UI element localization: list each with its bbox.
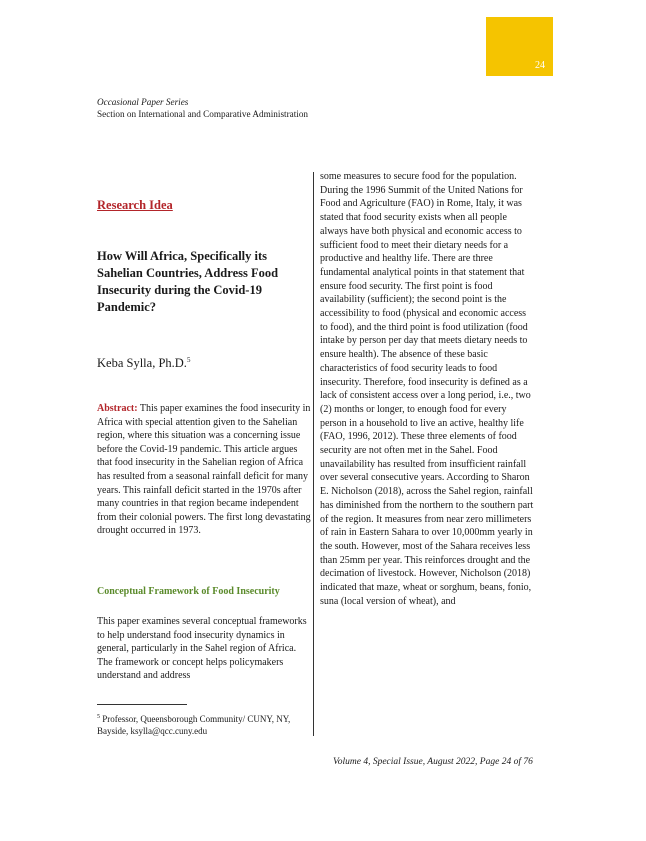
- section-body: This paper examines several conceptual frameworks to help understand food insecurity dynamics in general, particularly in the Sahel region of Africa. The framework or concept helps policymakers understand and address: [97, 616, 307, 682]
- footnote-mark: 5: [97, 714, 100, 720]
- article-title: How Will Africa, Specifically its Sahelian Countries, Address Food Insecurity during the Covid-19 Pandemic?: [97, 249, 279, 314]
- series-name: Occasional Paper Series: [97, 97, 189, 107]
- abstract-text: This paper examines the food insecurity in Africa with special attention given to the Sahelian region, where this situation was a concerning issue before the Covid-19 pandemic. This article argues that food insecurity in the Sahelian region of Africa has resulted from a seasonal rainfall deficit for many years. This rainfall deficit started in the 1970s after many countries in that region became independent from their colonial powers. The first long devastating drought occurred in 1973.: [97, 403, 311, 537]
- right-column: [320, 170, 535, 609]
- section-heading: Conceptual Framework of Food Insecurity: [97, 586, 280, 597]
- abstract: [97, 402, 312, 538]
- page-number: 24: [535, 60, 545, 71]
- footnote-rule: [97, 704, 187, 705]
- research-label: Research Idea: [97, 198, 173, 212]
- author-name: Keba Sylla, Ph.D.: [97, 356, 187, 371]
- footnote: [97, 711, 302, 737]
- paragraph: During the 1996 Summit of the United Nations for Food and Agriculture (FAO) in Rome, Italy, it was stated that food security exists when all people always have both physical and economic access to sufficient food to meet their dietary needs for a productive and healthy life. There are three fundamental analytical points in that statement that ensure food security. The first point is food availability (sufficient); the second point is the accessibility to food (physical and economic access to food), and the third point is food utilization (food intake by person per day that meets dietary needs to ensure health). The absence of these basic characteristics of food security leads to food insecurity. Therefore, food insecurity is defined as a lack of consistent access over a long period, i.e., two (2) months or longer, to enough food for every person in a household to live an active, healthy life (FAO, 1996, 2012). These three elements of food security are not often met in the Sahel. Food unavailability has resulted from insufficient rainfall over several consecutive years. According to Sharon E. Nicholson (2018), across the Sahel region, rainfall has diminished from the northern to the southern part of the region. It measures from near zero millimeters of rain in Eastern Sahara to over 10,000mm yearly in the south. However, most of the Sahara receives less than 25mm per year. This reinforces drought and the decimation of livestock. However, Nicholson (2018) indicated that maze, wheat or sorghum, beans, fonio, suna (local version of wheat), and: [320, 184, 534, 607]
- column-divider: [313, 172, 314, 736]
- paragraph: some measures to secure food for the population.: [320, 171, 517, 182]
- abstract-label: Abstract:: [97, 403, 138, 414]
- page-number-badge: [486, 17, 553, 76]
- running-header: [97, 96, 308, 120]
- footnote-text: Professor, Queensborough Community/ CUNY, NY, Bayside, ksylla@qcc.cuny.edu: [97, 714, 291, 736]
- author: [97, 356, 190, 371]
- author-footnote-mark: 5: [186, 356, 191, 364]
- section-name: Section on International and Comparative Administration: [97, 109, 309, 119]
- page-footer: Volume 4, Special Issue, August 2022, Page 24 of 76: [333, 757, 533, 767]
